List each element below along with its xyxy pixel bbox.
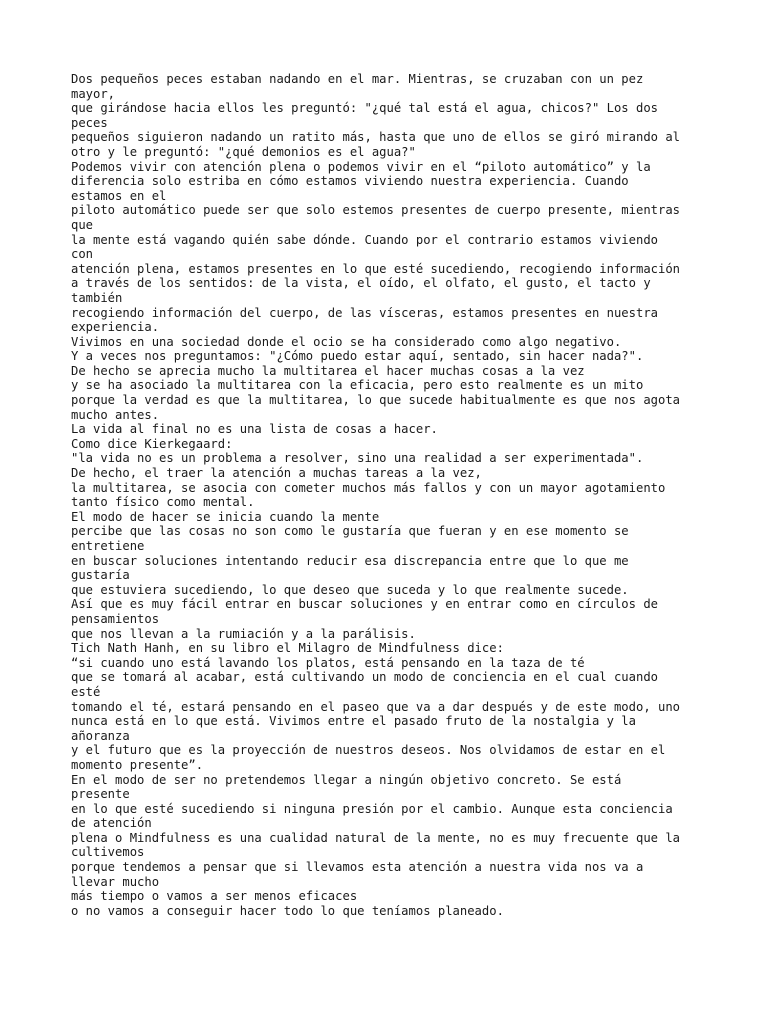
text-line: en buscar soluciones intentando reducir esa discrepancia entre que lo que me — [71, 553, 629, 568]
text-line: presente — [71, 787, 130, 802]
text-line: percibe que las cosas no son como le gustaría que fueran y en ese momento se — [71, 524, 629, 539]
text-line: pensamientos — [71, 611, 160, 626]
text-line: más tiempo o vamos a ser menos eficaces — [71, 889, 358, 904]
text-line: nunca está en lo que está. Vivimos entre el pasado fruto de la nostalgia y la — [71, 714, 636, 729]
text-line: que nos llevan a la rumiación y a la parálisis. — [71, 626, 416, 641]
text-line: tomando el té, estará pensando en el paseo que va a dar después y de este modo, uno — [71, 699, 681, 714]
text-line: con — [71, 247, 94, 262]
text-line: o no vamos a conseguir hacer todo lo que teníamos planeado. — [71, 903, 504, 918]
text-line: experiencia. — [71, 320, 160, 335]
text-line: gustaría — [71, 568, 130, 583]
text-line: en lo que esté sucediendo si ninguna presión por el cambio. Aunque esta conciencia — [71, 801, 673, 816]
text-line: y se ha asociado la multitarea con la eficacia, pero esto realmente es un mito — [71, 378, 644, 393]
text-line: plena o Mindfulness es una cualidad natural de la mente, no es muy frecuente que la — [71, 830, 681, 845]
text-line: también — [71, 290, 123, 305]
text-line: porque la verdad es que la multitarea, lo que sucede habitualmente es que nos agota — [71, 393, 681, 408]
text-line: mayor, — [71, 86, 116, 101]
text-line: atención plena, estamos presentes en lo que esté sucediendo, recogiendo información — [71, 261, 681, 276]
text-line: que se tomará al acabar, está cultivando un modo de conciencia en el cual cuando — [71, 670, 658, 685]
text-line: El modo de hacer se inicia cuando la mente — [71, 509, 380, 524]
text-line: esté — [71, 684, 101, 699]
text-line: Así que es muy fácil entrar en buscar soluciones y en entrar como en círculos de — [71, 597, 658, 612]
text-line: Como dice Kierkegaard: — [71, 436, 233, 451]
text-line: pequeños siguieron nadando un ratito más, hasta que uno de ellos se giró mirando al — [71, 130, 681, 145]
document-body — [71, 72, 711, 918]
text-line: cultivemos — [71, 845, 145, 860]
text-line: la mente está vagando quién sabe dónde. Cuando por el contrario estamos viviendo — [71, 232, 658, 247]
text-line: entretiene — [71, 539, 145, 553]
text-line: que — [71, 217, 94, 232]
text-line: La vida al final no es una lista de cosas a hacer. — [71, 422, 438, 437]
text-line: llevar mucho — [71, 874, 160, 889]
text-line: "la vida no es un problema a resolver, sino una realidad a ser experimentada". — [71, 451, 644, 466]
text-line: la multitarea, se asocia con cometer muchos más fallos y con un mayor agotamiento — [71, 480, 666, 495]
text-line: Tich Nath Hanh, en su libro el Milagro de Mindfulness dice: — [71, 641, 504, 656]
text-line: Y a veces nos preguntamos: "¿Cómo puedo estar aquí, sentado, sin hacer nada?". — [71, 349, 644, 364]
text-line: otro y le preguntó: "¿qué demonios es el agua?" — [71, 144, 416, 159]
text-line: Dos pequeños peces estaban nadando en el mar. Mientras, se cruzaban con un pez — [71, 72, 644, 86]
text-line: tanto físico como mental. — [71, 495, 255, 510]
text-line: que estuviera sucediendo, lo que deseo que suceda y lo que realmente sucede. — [71, 582, 629, 597]
text-line: diferencia solo estriba en cómo estamos viviendo nuestra experiencia. Cuando — [71, 174, 629, 189]
text-line: y el futuro que es la proyección de nuestros deseos. Nos olvidamos de estar en el — [71, 743, 666, 758]
text-line: De hecho se aprecia mucho la multitarea el hacer muchas cosas a la vez — [71, 363, 585, 378]
text-line: mucho antes. — [71, 407, 160, 422]
text-line: En el modo de ser no pretendemos llegar a ningún objetivo concreto. Se está — [71, 772, 622, 787]
text-line: piloto automático puede ser que solo estemos presentes de cuerpo presente, mientras — [71, 203, 681, 218]
text-line: Vivimos en una sociedad donde el ocio se ha considerado como algo negativo. — [71, 334, 622, 349]
text-line: a través de los sentidos: de la vista, el oído, el olfato, el gusto, el tacto y — [71, 276, 651, 291]
text-line: peces — [71, 115, 108, 130]
text-line: momento presente”. — [71, 757, 204, 772]
text-line: porque tendemos a pensar que si llevamos esta atención a nuestra vida nos va a — [71, 860, 644, 875]
text-line: Podemos vivir con atención plena o podemos vivir en el “piloto automático” y la — [71, 159, 651, 174]
text-line: de atención — [71, 816, 152, 831]
text-line: añoranza — [71, 728, 130, 743]
text-line: que girándose hacia ellos les preguntó: "¿qué tal está el agua, chicos?" Los dos — [71, 101, 658, 116]
text-line: “si cuando uno está lavando los platos, está pensando en la taza de té — [71, 655, 585, 670]
text-line: estamos en el — [71, 188, 167, 203]
text-line: De hecho, el traer la atención a muchas tareas a la vez, — [71, 466, 482, 481]
text-line: recogiendo información del cuerpo, de las vísceras, estamos presentes en nuestra — [71, 305, 658, 320]
